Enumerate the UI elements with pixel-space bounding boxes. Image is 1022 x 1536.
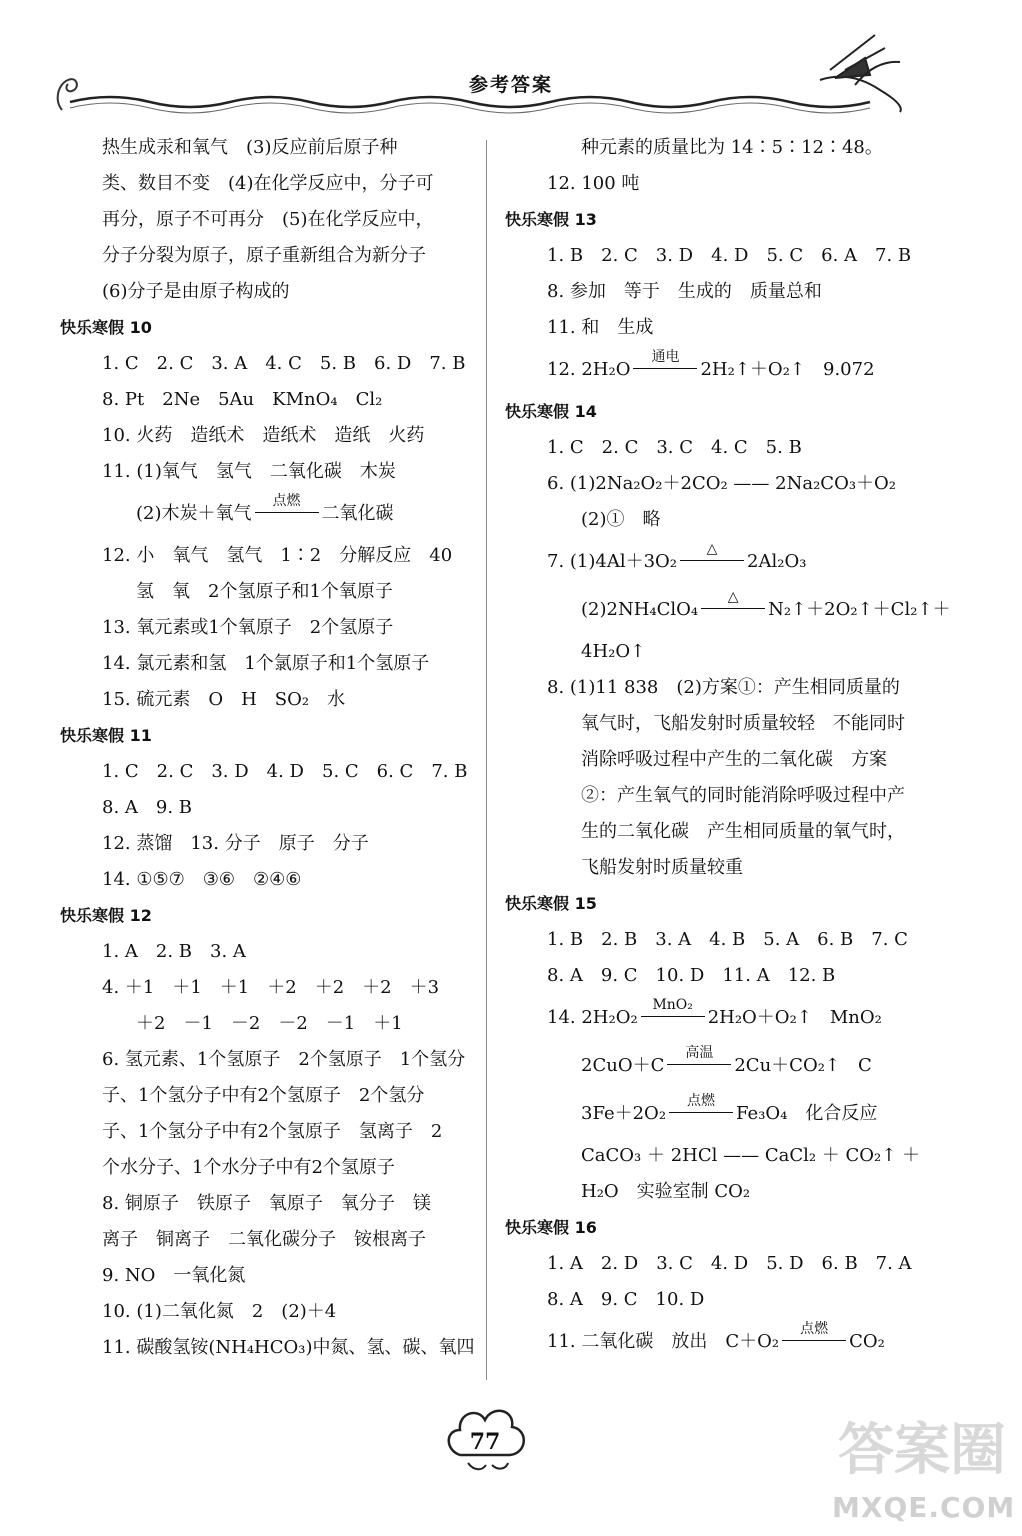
answer-line: 1. C 2. C 3. A 4. C 5. B 6. D 7. B [102, 353, 466, 374]
answer-line: ②：产生氧气的同时能消除呼吸过程中产 [581, 785, 905, 806]
reaction-condition: △ [706, 540, 718, 557]
reaction-arrow [633, 348, 697, 381]
answer-line: 1. C 2. C 3. C 4. C 5. B [547, 437, 802, 458]
answer-line [505, 1090, 925, 1138]
equation-products: CO₂ [849, 1331, 885, 1352]
answer-line: 12. 蒸馏 13. 分子 原子 分子 [102, 833, 369, 854]
answer-line: 10. (1)二氧化氮 2 (2)＋4 [102, 1301, 337, 1322]
header-wave-ornament [0, 0, 1022, 130]
reaction-arrow [782, 1320, 846, 1353]
equation-products: 2H₂↑＋O₂↑ 9.072 [700, 359, 875, 380]
equation-reactants: 3Fe＋2O₂ [581, 1103, 667, 1124]
equation [136, 490, 394, 538]
answer-line: 12. 100 吨 [547, 173, 640, 194]
equation-reactants: (2)2NH₄ClO₄ [581, 599, 699, 620]
reaction-condition: 点燃 [800, 1320, 829, 1337]
reaction-arrow [669, 1092, 733, 1125]
answer-line: 8. A 9. C 10. D 11. A 12. B [547, 965, 836, 986]
answer-line: 1. A 2. D 3. C 4. D 5. D 6. B 7. A [547, 1253, 912, 1274]
answer-line: 13. 氧元素或1个氧原子 2个氢原子 [102, 617, 394, 638]
reaction-condition: MnO₂ [652, 996, 693, 1013]
answer-line: 8. Pt 2Ne 5Au KMnO₄ Cl₂ [102, 389, 383, 410]
answer-line: 热生成汞和氧气 (3)反应前后原子种 [102, 137, 398, 158]
answer-line: 12. 小 氧气 氢气 1∶2 分解反应 40 [102, 545, 453, 566]
watermark-logo [832, 1406, 1016, 1526]
answer-line: 子、1个氢分子中有2个氢原子 2个氢分 [102, 1085, 425, 1106]
equation [547, 538, 806, 586]
answer-line [505, 1318, 925, 1366]
answer-line [60, 490, 478, 538]
answer-line: 4. ＋1 ＋1 ＋1 ＋2 ＋2 ＋2 ＋3 [102, 977, 440, 998]
answer-line: 氧气时，飞船发射时质量较轻 不能同时 [581, 713, 905, 734]
answer-line: 飞船发射时质量较重 [581, 857, 743, 878]
answer-line [505, 346, 925, 394]
reaction-condition: 通电 [651, 348, 680, 365]
answer-line: (6)分子是由原子构成的 [102, 281, 290, 302]
reaction-arrow [641, 996, 705, 1029]
equation-reactants: 12. 2H₂O [547, 359, 631, 380]
equation [547, 346, 875, 394]
answer-line: 氢 氧 2个氢原子和1个氧原子 [136, 581, 393, 602]
section-heading: 快乐寒假 14 [505, 402, 597, 421]
answer-line: 类、数目不变 (4)在化学反应中，分子可 [102, 173, 434, 194]
answer-line: 种元素的质量比为 14∶5∶12∶48。 [581, 137, 883, 158]
answer-line: 11. (1)氧气 氢气 二氧化碳 木炭 [102, 461, 396, 482]
equation-reactants: 7. (1)4Al＋3O₂ [547, 551, 678, 572]
answer-line: 子、1个氢分子中有2个氢原子 氢离子 2 [102, 1121, 443, 1142]
right-column [505, 130, 951, 1366]
equation-reactants: (2)木炭＋氧气 [136, 503, 252, 524]
answer-line: 14. 氯元素和氢 1个氯原子和1个氢原子 [102, 653, 430, 674]
answer-line [505, 586, 951, 634]
answer-line: 消除呼吸过程中产生的二氧化碳 方案 [581, 749, 887, 770]
answer-line: 11. 碳酸氢铵(NH₄HCO₃)中氮、氢、碳、氧四 [102, 1337, 475, 1358]
equation-reactants: 2CuO＋C [581, 1055, 665, 1076]
answer-line: 8. 参加 等于 生成的 质量总和 [547, 281, 822, 302]
answer-line: 9. NO 一氧化氮 [102, 1265, 246, 1286]
section-heading: 快乐寒假 15 [505, 894, 597, 913]
answer-line: 8. A 9. C 10. D [547, 1289, 705, 1310]
reaction-condition: 高温 [685, 1044, 714, 1061]
section-heading: 快乐寒假 10 [60, 318, 152, 337]
answer-line: 10. 火药 造纸术 造纸术 造纸 火药 [102, 425, 425, 446]
equation [581, 586, 951, 634]
section-heading: 快乐寒假 12 [60, 906, 152, 925]
equation-products: 2Al₂O₃ [747, 551, 807, 572]
equation-products: Fe₃O₄ 化合反应 [736, 1103, 878, 1124]
answer-line: H₂O 实验室制 CO₂ [581, 1181, 751, 1202]
answer-line: 6. (1)2Na₂O₂＋2CO₂ —— 2Na₂CO₃＋O₂ [547, 473, 897, 494]
reaction-arrow [701, 588, 765, 621]
answer-line: 14. ①⑤⑦ ③⑥ ②④⑥ [102, 869, 302, 890]
reaction-condition: △ [727, 588, 739, 605]
equation [581, 1042, 872, 1090]
reaction-condition: 点燃 [687, 1092, 716, 1109]
column-divider [486, 140, 487, 1380]
answer-line: 1. C 2. C 3. D 4. D 5. C 6. C 7. B [102, 761, 468, 782]
equation-products: 二氧化碳 [321, 503, 394, 524]
answer-line: 个水分子、1个水分子中有2个氢原子 [102, 1157, 395, 1178]
reaction-condition: 点燃 [272, 492, 301, 509]
answer-line: 1. A 2. B 3. A [102, 941, 246, 962]
watermark-bottom: MXQE.COM [832, 1491, 1016, 1524]
answer-line: 1. B 2. C 3. D 4. D 5. C 6. A 7. B [547, 245, 912, 266]
answer-line: 4H₂O↑ [581, 641, 646, 662]
answer-line: 8. A 9. B [102, 797, 193, 818]
section-heading: 快乐寒假 16 [505, 1218, 597, 1237]
page-number: 77 [469, 1429, 501, 1455]
answer-line: ＋2 －1 －2 －2 －1 ＋1 [136, 1013, 403, 1034]
left-column [60, 130, 478, 1366]
watermark-top: 答案圈 [838, 1418, 1006, 1483]
equation-products: 2Cu＋CO₂↑ C [734, 1055, 872, 1076]
answer-line: 生的二氧化碳 产生相同质量的氧气时， [581, 821, 905, 842]
answer-line [505, 1042, 925, 1090]
equation-reactants: 11. 二氧化碳 放出 C＋O₂ [547, 1331, 780, 1352]
reaction-arrow [680, 540, 744, 573]
equation [581, 1090, 877, 1138]
answer-line [505, 538, 925, 586]
equation-products: 2H₂O＋O₂↑ MnO₂ [707, 1007, 882, 1028]
section-heading: 快乐寒假 11 [60, 726, 152, 745]
answer-line [505, 994, 925, 1042]
equation [547, 994, 882, 1042]
answer-line: 6. 氢元素、1个氢原子 2个氢原子 1个氢分 [102, 1049, 466, 1070]
answer-line: 分子分裂为原子，原子重新组合为新分子 [102, 245, 426, 266]
equation-reactants: 14. 2H₂O₂ [547, 1007, 638, 1028]
answer-line: 1. B 2. B 3. A 4. B 5. A 6. B 7. C [547, 929, 908, 950]
answer-line: 再分，原子不可再分 (5)在化学反应中， [102, 209, 434, 230]
answer-line: 8. (1)11 838 (2)方案①：产生相同质量的 [547, 677, 900, 698]
answer-line: 离子 铜离子 二氧化碳分子 铵根离子 [102, 1229, 426, 1250]
equation [547, 1318, 885, 1366]
equation-products: N₂↑＋2O₂↑＋Cl₂↑＋ [768, 599, 951, 620]
answer-line: 8. 铜原子 铁原子 氧原子 氧分子 镁 [102, 1193, 431, 1214]
reaction-arrow [255, 492, 319, 525]
answer-line: 11. 和 生成 [547, 317, 654, 338]
page-footer [440, 1395, 530, 1475]
reaction-arrow [667, 1044, 731, 1077]
page-title: 参考答案 [468, 74, 553, 96]
answer-line: CaCO₃ ＋ 2HCl —— CaCl₂ ＋ CO₂↑ ＋ [581, 1145, 921, 1166]
answer-line: 15. 硫元素 O H SO₂ 水 [102, 689, 346, 710]
page-header [0, 0, 1022, 130]
section-heading: 快乐寒假 13 [505, 210, 597, 229]
answer-line: (2)① 略 [581, 509, 661, 530]
